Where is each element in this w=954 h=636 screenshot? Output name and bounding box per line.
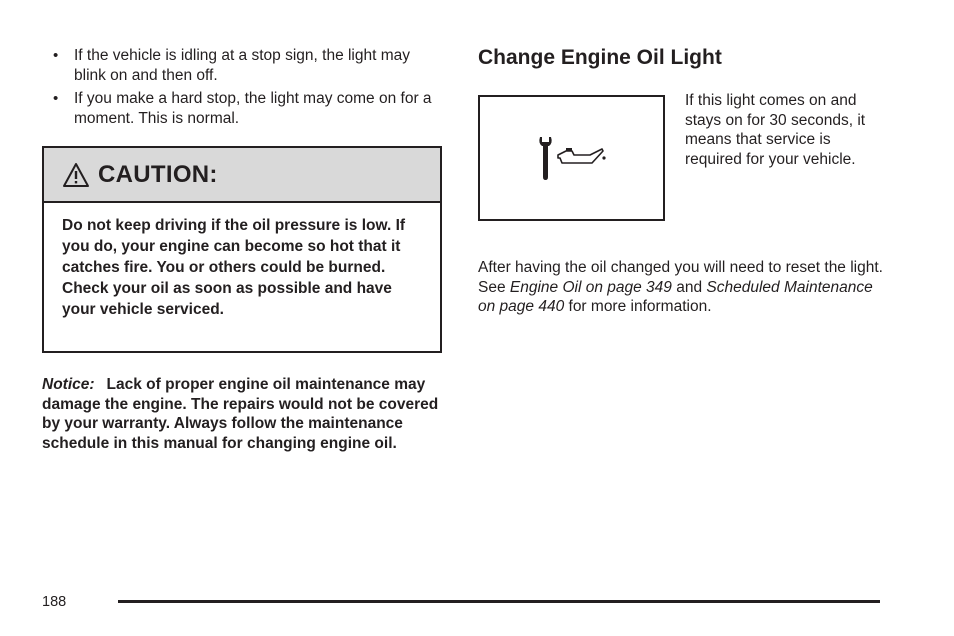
bullet-icon: •	[53, 47, 59, 64]
reset-text-1: After having the oil changed you will need to reset the light. See	[478, 259, 883, 296]
engine-oil-reference: Engine Oil on page 349	[509, 278, 672, 296]
reset-text-2: and	[671, 278, 707, 296]
notice-paragraph	[42, 375, 448, 453]
light-description: If this light comes on and stays on for 30 seconds, it means that service is required for your vehicle.	[685, 92, 866, 168]
notice-text: Lack of proper engine oil maintenance may damage the engine. The repairs would not be covered by your warranty. Always follow the maintenance schedule in this manual for changing engine oil.	[42, 376, 439, 452]
section-heading: Change Engine Oil Light	[478, 46, 722, 69]
reset-text-3: for more information.	[564, 298, 712, 315]
page-number: 188	[42, 594, 67, 610]
caution-title: CAUTION:	[98, 160, 218, 188]
right-column	[478, 44, 898, 315]
warning-triangle-icon	[62, 162, 90, 188]
caution-text: Do not keep driving if the oil pressure is low. If you do, your engine can become so hot that it catches fire. You or others could be burned. Check your oil as soon as possible and have your vehicle serviced.	[62, 217, 406, 318]
symbol-box	[478, 95, 665, 221]
left-column	[42, 46, 446, 452]
bullet-text: If the vehicle is idling at a stop sign, the light may blink on and then off.	[74, 47, 411, 84]
caution-box	[42, 146, 442, 353]
wrench-oil-can-icon	[536, 133, 608, 181]
bullet-text: If you make a hard stop, the light may come on for a moment. This is normal.	[74, 90, 432, 127]
scheduled-maintenance-reference: Scheduled Maintenance on page 440	[478, 278, 873, 315]
bullet-list	[42, 46, 446, 128]
caution-header	[44, 148, 440, 203]
list-item	[42, 46, 446, 85]
bullet-icon: •	[53, 90, 59, 107]
reset-paragraph	[478, 258, 888, 317]
list-item	[42, 89, 446, 128]
footer-rule	[118, 600, 880, 603]
notice-label: Notice:	[42, 376, 95, 393]
